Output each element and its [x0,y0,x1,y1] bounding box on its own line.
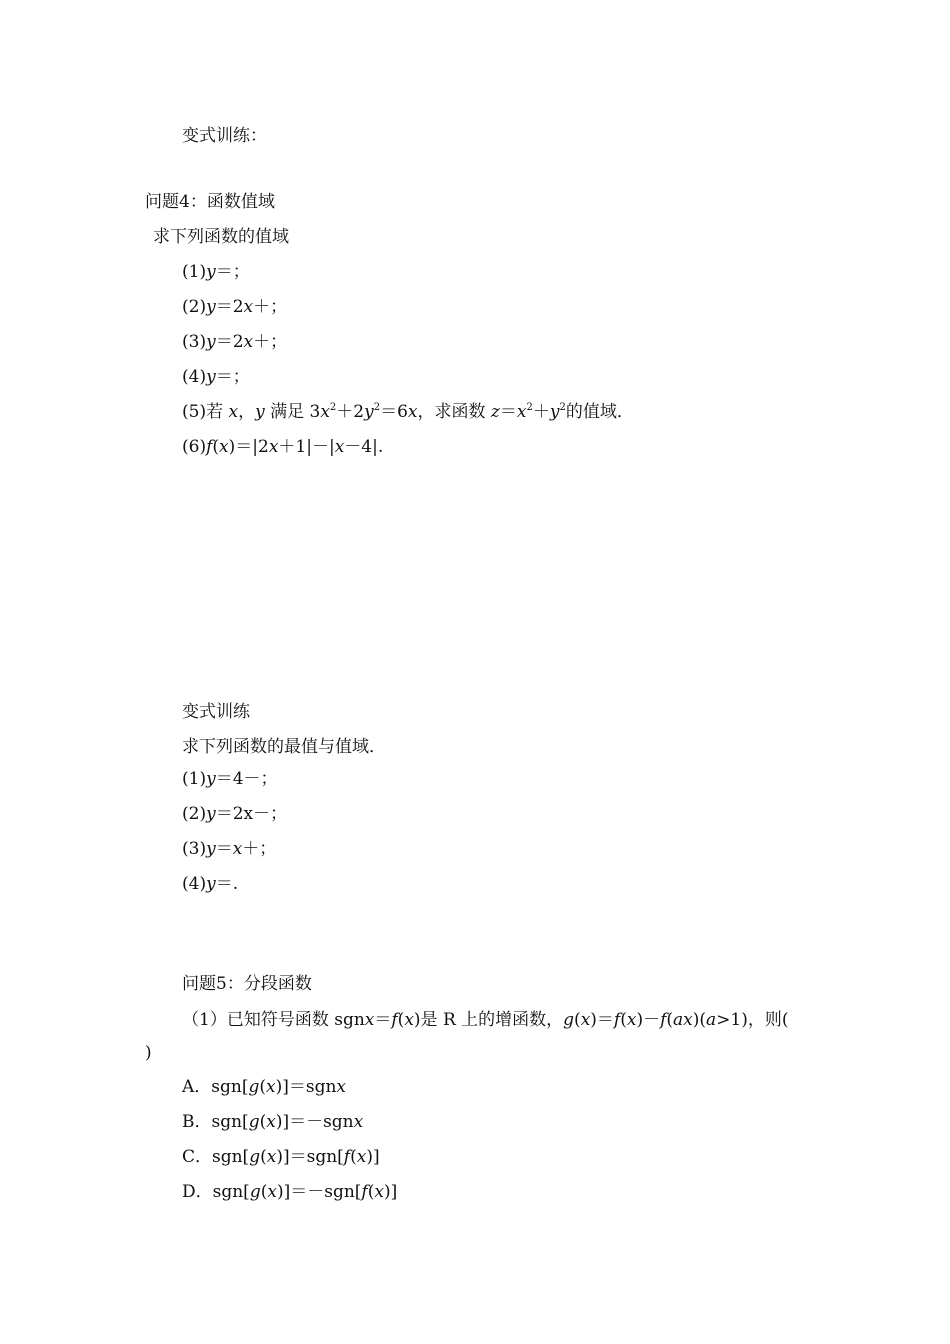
problem5-question: （1）已知符号函数 sgnx＝f(x)是 R 上的增函数，g(x)＝f(x)－f(ax)(a>1)，则( [182,1010,789,1030]
variant-item-1: (1)y＝4－； [182,769,278,789]
p4-item-4: (4)y＝； [182,367,250,387]
problem4-prompt: 求下列函数的值域 [153,227,289,247]
option-a[interactable]: A．sgn[g(x)]＝sgnx [182,1077,347,1097]
problem5-question-tail: ) [145,1043,152,1063]
p4-item-2: (2)y＝2x＋； [182,297,288,317]
option-c[interactable]: C．sgn[g(x)]＝sgn[f(x)] [182,1147,380,1167]
p4-item-1: (1)y＝； [182,262,250,282]
variant-item-4: (4)y＝. [182,874,239,894]
p4-item-3: (3)y＝2x＋； [182,332,288,352]
section-title: 变式训练： [182,126,267,146]
problem4-heading: 问题4：函数值域 [145,192,275,212]
variant-item-3: (3)y＝x＋； [182,839,277,859]
p4-item-5: (5)若 x，y 满足 $3x^2+2y^2=6x$，求函数 $z=x^2+y^2$的值域． [182,402,634,422]
option-d[interactable]: D．sgn[g(x)]＝－sgn[f(x)] [182,1182,398,1202]
problem5-heading: 问题5：分段函数 [182,974,312,994]
option-b[interactable]: B．sgn[g(x)]＝－sgnx [182,1112,364,1132]
variant-title: 变式训练 [182,702,250,722]
variant-prompt: 求下列函数的最值与值域． [182,737,386,757]
variant-item-2: (2)y＝2x－； [182,804,288,824]
p4-item-6: (6)f(x)＝|2x＋1|－|x－4|. [182,437,384,457]
